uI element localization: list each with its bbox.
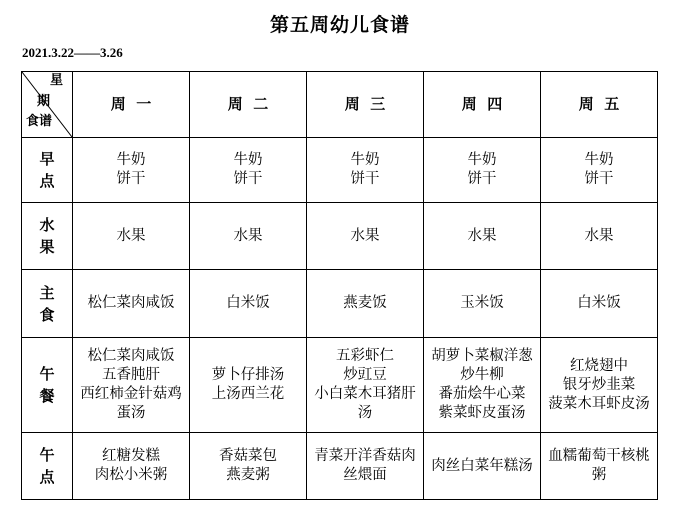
- menu-cell: [190, 270, 307, 338]
- meal-label-text: 午餐: [39, 365, 55, 405]
- menu-cell-content: [79, 347, 183, 423]
- menu-cell: [424, 338, 541, 433]
- menu-item: 菠菜木耳虾皮汤: [548, 395, 650, 412]
- corner-label-middle: 期: [37, 94, 51, 109]
- meal-row-snack: [22, 433, 658, 500]
- menu-cell-content: [117, 227, 146, 246]
- menu-item: 水果: [584, 227, 614, 244]
- menu-cell-content: [460, 294, 504, 313]
- menu-item: 饼干: [350, 171, 380, 187]
- menu-cell-content: [548, 357, 650, 414]
- menu-item: 饼干: [233, 171, 263, 187]
- menu-cell-content: [343, 294, 387, 313]
- menu-cell: [73, 138, 190, 203]
- menu-cell-content: [88, 294, 175, 313]
- menu-cell: [541, 203, 658, 270]
- meal-label-text: 早点: [39, 150, 55, 190]
- menu-item: 水果: [233, 227, 263, 244]
- menu-item: 白米饭: [577, 295, 621, 311]
- menu-item: 肉松小米粥: [94, 467, 168, 483]
- menu-cell: [73, 338, 190, 433]
- menu-cell-content: [351, 151, 380, 189]
- menu-cell-content: [234, 151, 263, 189]
- menu-cell: [424, 203, 541, 270]
- menu-cell: [541, 433, 658, 500]
- menu-item: 饼干: [116, 171, 146, 187]
- menu-item: 萝卜仔排汤: [211, 367, 285, 383]
- menu-cell-content: [468, 151, 497, 189]
- meal-label: [22, 338, 73, 433]
- menu-cell: [541, 270, 658, 338]
- menu-item: 西红柿金针菇鸡蛋汤: [80, 386, 182, 421]
- meal-label: [22, 138, 73, 203]
- menu-item: 牛奶: [467, 152, 497, 168]
- menu-cell: [190, 338, 307, 433]
- menu-cell: [541, 338, 658, 433]
- menu-item: 松仁菜肉咸饭: [87, 295, 175, 311]
- menu-item: 银牙炒韭菜: [562, 376, 636, 393]
- menu-item: 青菜开洋香菇肉丝煨面: [314, 448, 416, 483]
- meal-label: [22, 433, 73, 500]
- menu-item: 牛奶: [584, 152, 614, 168]
- menu-cell: [73, 203, 190, 270]
- menu-cell-content: [577, 294, 621, 313]
- corner-label-bottom: 食谱: [26, 114, 53, 129]
- menu-cell-content: [468, 227, 497, 246]
- meal-label: [22, 270, 73, 338]
- menu-item: 小白菜木耳猪肝汤: [314, 386, 416, 421]
- menu-item: 水果: [467, 227, 497, 244]
- menu-cell: [73, 433, 190, 500]
- day-header-wed: 周 三: [307, 72, 424, 138]
- menu-cell: [424, 270, 541, 338]
- menu-item: 香菇菜包: [219, 448, 277, 464]
- menu-cell-content: [219, 447, 277, 485]
- meal-label-text: 午点: [39, 446, 55, 486]
- menu-cell-content: [226, 294, 270, 313]
- menu-item: 番茄烩牛心菜: [438, 386, 526, 402]
- page-title: 第五周幼儿食谱: [269, 14, 410, 36]
- meal-row-breakfast: [22, 138, 658, 203]
- corner-cell: [22, 72, 73, 138]
- meal-label-text: 水果: [39, 216, 55, 256]
- menu-item: 血糯葡萄干核桃粥: [548, 448, 650, 483]
- menu-item: 紫菜虾皮蛋汤: [438, 405, 526, 421]
- menu-item: 饼干: [584, 171, 614, 187]
- menu-cell: [307, 338, 424, 433]
- menu-cell: [307, 138, 424, 203]
- menu-item: 红烧翅中: [570, 357, 628, 374]
- menu-cell-content: [313, 447, 417, 485]
- menu-cell: [190, 203, 307, 270]
- day-header-tue: 周 二: [190, 72, 307, 138]
- corner-label-top: 星: [50, 73, 64, 88]
- menu-cell: [73, 270, 190, 338]
- menu-item: 红糖发糕: [102, 448, 160, 464]
- menu-cell-content: [431, 457, 533, 476]
- menu-cell: [190, 138, 307, 203]
- menu-cell-content: [547, 447, 651, 485]
- menu-item: 五香肫肝: [102, 367, 160, 383]
- menu-cell: [307, 203, 424, 270]
- date-range: 2021.3.22——3.26: [22, 45, 123, 60]
- menu-item: 玉米饭: [460, 295, 504, 311]
- day-header-mon: 周 一: [73, 72, 190, 138]
- menu-cell: [424, 433, 541, 500]
- menu-item: 牛奶: [350, 152, 380, 168]
- day-header-fri: 周 五: [541, 72, 658, 138]
- menu-table: [21, 71, 658, 500]
- meal-label-text: 主食: [39, 283, 55, 324]
- menu-item: 白米饭: [226, 295, 270, 311]
- meal-label: [22, 203, 73, 270]
- menu-item: 胡萝卜菜椒洋葱炒牛柳: [431, 348, 533, 383]
- menu-item: 燕麦饭: [343, 295, 387, 311]
- menu-cell-content: [313, 347, 417, 423]
- menu-item: 松仁菜肉咸饭: [87, 348, 175, 364]
- menu-item: 牛奶: [233, 152, 263, 168]
- menu-cell-content: [212, 366, 285, 404]
- menu-item: 五彩虾仁: [336, 348, 394, 364]
- meal-row-fruit: [22, 203, 658, 270]
- meal-row-staple: [22, 270, 658, 338]
- menu-cell: [190, 433, 307, 500]
- menu-cell: [541, 138, 658, 203]
- menu-cell-content: [585, 227, 614, 246]
- menu-item: 炒豇豆: [343, 367, 387, 383]
- menu-item: 饼干: [467, 171, 497, 187]
- meal-row-lunch: [22, 338, 658, 433]
- menu-item: 上汤西兰花: [211, 386, 285, 402]
- menu-cell-content: [430, 347, 534, 423]
- menu-cell-content: [95, 447, 168, 485]
- menu-cell-content: [351, 227, 380, 246]
- menu-item: 水果: [116, 227, 146, 244]
- menu-cell-content: [585, 151, 614, 189]
- menu-cell: [307, 270, 424, 338]
- menu-cell: [307, 433, 424, 500]
- menu-item: 牛奶: [116, 152, 146, 168]
- day-header-thu: 周 四: [424, 72, 541, 138]
- menu-item: 燕麦粥: [226, 467, 270, 483]
- menu-cell-content: [117, 151, 146, 189]
- header-row: [22, 72, 658, 138]
- menu-item: 肉丝白菜年糕汤: [431, 457, 533, 474]
- menu-cell: [424, 138, 541, 203]
- menu-item: 水果: [350, 227, 380, 244]
- menu-cell-content: [234, 227, 263, 246]
